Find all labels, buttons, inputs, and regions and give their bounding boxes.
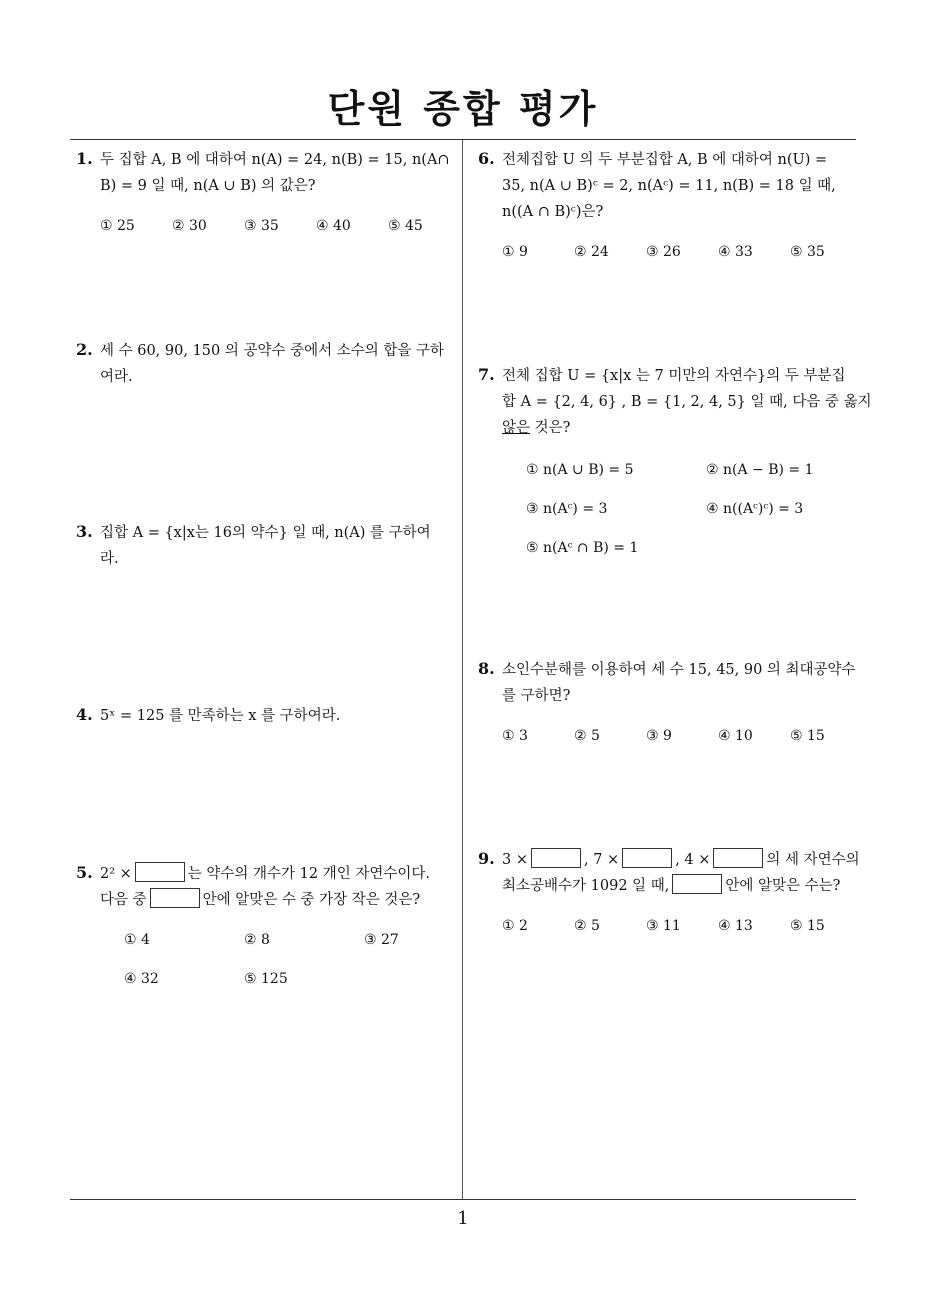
- choice-option[interactable]: ③ 35: [244, 218, 279, 234]
- choice-option[interactable]: ④ 40: [316, 218, 351, 234]
- answer-blank-box: [150, 888, 200, 908]
- question-text-line: 소인수분해를 이용하여 세 수 15, 45, 90 의 최대공약수: [502, 662, 856, 678]
- answer-blank-box: [531, 848, 581, 868]
- question-2: [76, 337, 456, 390]
- question-number: 9.: [478, 849, 495, 868]
- question-text-line: 전체집합 U 의 두 부분집합 A, B 에 대하여 n(U) =: [502, 152, 828, 168]
- question-8: [478, 656, 862, 744]
- question-text-line: B) = 9 일 때, n(A ∪ B) 의 값은?: [100, 178, 316, 194]
- choice-option[interactable]: ⑤ 35: [790, 244, 825, 260]
- choice-option[interactable]: ③ 26: [646, 244, 681, 260]
- choice-option[interactable]: ① 9: [502, 244, 528, 260]
- choice-option[interactable]: ② 5: [574, 918, 600, 934]
- choice-option[interactable]: ④ 33: [718, 244, 753, 260]
- question-text: 것은?: [534, 420, 571, 436]
- choice-option[interactable]: ① 25: [100, 218, 135, 234]
- question-text: 는 약수의 개수가 12 개인 자연수이다.: [187, 866, 430, 882]
- title-divider: [70, 139, 856, 140]
- choice-option[interactable]: ⑤ n(Aᶜ ∩ B) = 1: [526, 540, 639, 556]
- choice-option[interactable]: ③ 27: [364, 932, 399, 948]
- question-4: [76, 702, 456, 729]
- choice-option[interactable]: ① 3: [502, 728, 528, 744]
- choice-option[interactable]: ④ 13: [718, 918, 753, 934]
- answer-blank-box: [135, 862, 185, 882]
- question-number: 3.: [76, 522, 93, 541]
- question-text: , 4 ×: [675, 852, 711, 868]
- question-text: 최소공배수가 1092 일 때,: [502, 878, 670, 894]
- question-text: , 7 ×: [583, 852, 620, 868]
- choice-option[interactable]: ④ 10: [718, 728, 753, 744]
- question-7: [478, 362, 872, 574]
- answer-blank-box: [713, 848, 763, 868]
- question-9: [478, 846, 862, 934]
- choice-option[interactable]: ② 8: [244, 932, 270, 948]
- question-text-line: 35, n(A ∪ B)ᶜ = 2, n(Aᶜ) = 11, n(B) = 18 일 때,: [502, 178, 836, 194]
- column-divider: [462, 140, 463, 1200]
- question-text: 다음 중: [100, 892, 147, 908]
- choice-option[interactable]: ④ 32: [124, 971, 159, 987]
- question-text-line: 여라.: [100, 369, 133, 385]
- question-number: 8.: [478, 659, 495, 678]
- question-text: 안에 알맞은 수 중 가장 작은 것은?: [202, 892, 421, 908]
- question-text: 안에 알맞은 수는?: [725, 878, 841, 894]
- question-1: [76, 146, 456, 234]
- question-5: [76, 860, 460, 1005]
- question-number: 7.: [478, 365, 495, 384]
- answer-blank-box: [672, 874, 722, 894]
- question-text-line: 세 수 60, 90, 150 의 공약수 중에서 소수의 합을 구하: [100, 343, 444, 359]
- choice-option[interactable]: ⑤ 15: [790, 728, 825, 744]
- choice-option[interactable]: ③ 11: [646, 918, 681, 934]
- choice-option[interactable]: ④ n((Aᶜ)ᶜ) = 3: [706, 501, 804, 517]
- question-number: 4.: [76, 705, 93, 724]
- choice-option[interactable]: ① 2: [502, 918, 528, 934]
- choice-option[interactable]: ② 30: [172, 218, 207, 234]
- question-text-line: 전체 집합 U = {x|x 는 7 미만의 자연수}의 두 부분집: [502, 368, 846, 384]
- question-text-line: 라.: [100, 551, 119, 567]
- question-number: 6.: [478, 149, 495, 168]
- underlined-text: 않은: [502, 420, 531, 436]
- question-text-line: 를 구하면?: [502, 688, 571, 704]
- question-number: 1.: [76, 149, 93, 168]
- answer-blank-box: [622, 848, 672, 868]
- choice-option[interactable]: ⑤ 125: [244, 971, 288, 987]
- page-number: 1: [457, 1208, 469, 1229]
- question-number: 5.: [76, 863, 93, 882]
- choice-option[interactable]: ③ n(Aᶜ) = 3: [526, 501, 608, 517]
- question-number: 2.: [76, 340, 93, 359]
- page-title: 단원 종합 평가: [327, 87, 599, 131]
- question-text-line: 합 A = {2, 4, 6} , B = {1, 2, 4, 5} 일 때, 다음 중 옳지: [502, 394, 872, 410]
- choice-option[interactable]: ③ 9: [646, 728, 672, 744]
- question-text-line: n((A ∩ B)ᶜ)은?: [502, 204, 604, 220]
- question-3: [76, 519, 456, 572]
- choice-option[interactable]: ② n(A − B) = 1: [706, 462, 814, 478]
- question-6: [478, 146, 862, 260]
- question-text-line: 두 집합 A, B 에 대하여 n(A) = 24, n(B) = 15, n(A∩: [100, 152, 450, 168]
- question-text-line: 집합 A = {x|x는 16의 약수} 일 때, n(A) 를 구하여: [100, 525, 431, 541]
- question-text: 3 ×: [502, 852, 528, 868]
- choice-option[interactable]: ① 4: [124, 932, 150, 948]
- question-text-line: 5ˣ = 125 를 만족하는 x 를 구하여라.: [100, 708, 341, 724]
- question-text: 2² ×: [100, 866, 132, 882]
- question-text: 의 세 자연수의: [766, 852, 860, 868]
- choice-option[interactable]: ⑤ 15: [790, 918, 825, 934]
- choice-option[interactable]: ⑤ 45: [388, 218, 423, 234]
- footer-divider: [70, 1199, 856, 1200]
- choice-option[interactable]: ② 24: [574, 244, 609, 260]
- choice-option[interactable]: ② 5: [574, 728, 600, 744]
- choice-option[interactable]: ① n(A ∪ B) = 5: [526, 462, 634, 478]
